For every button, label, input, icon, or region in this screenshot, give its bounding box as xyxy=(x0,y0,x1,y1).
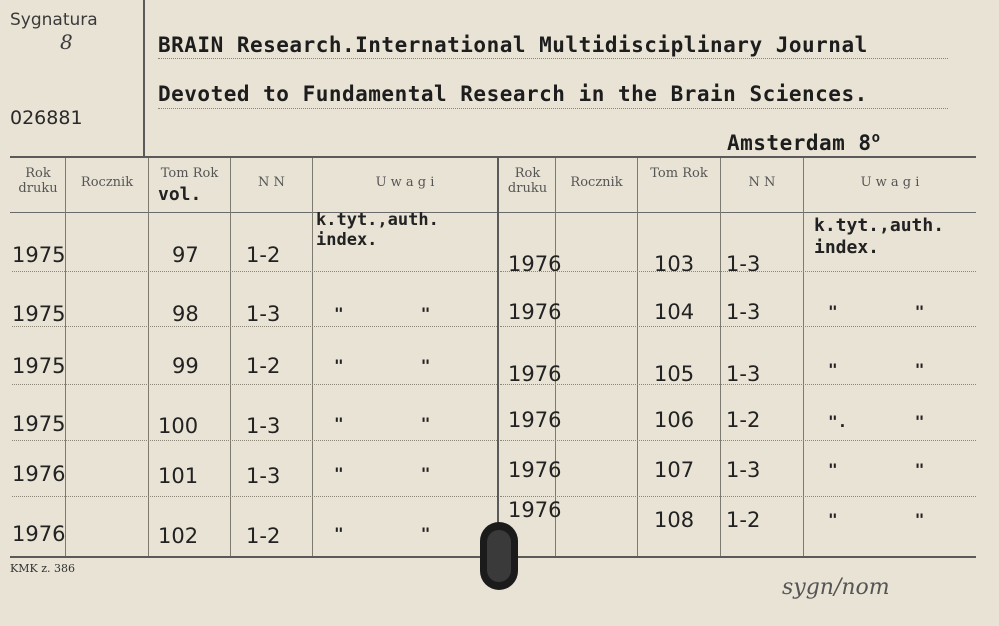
header-vol-typed: vol. xyxy=(158,184,202,205)
left-row-2-note: " " xyxy=(334,304,431,323)
right-row-5-vol: 107 xyxy=(654,458,695,482)
table-center-divider xyxy=(497,158,499,556)
row-separator xyxy=(500,326,976,327)
row-separator xyxy=(500,496,976,497)
right-row-6-year: 1976 xyxy=(508,498,562,522)
right-row-3-year: 1976 xyxy=(508,362,562,386)
header-tom-rok: Tom Rok xyxy=(160,166,219,181)
right-row-3-nn: 1-3 xyxy=(726,362,761,386)
left-row-1-vol: 97 xyxy=(172,243,199,267)
left-row-3-year: 1975 xyxy=(12,354,66,378)
format-degree: o xyxy=(871,130,881,146)
header-uwagi-right: U w a g i xyxy=(860,175,920,190)
right-row-2-year: 1976 xyxy=(508,300,562,324)
right-row-1-vol: 103 xyxy=(654,252,695,276)
right-row-1-year: 1976 xyxy=(508,252,562,276)
left-row-4-note: " " xyxy=(334,414,431,433)
left-row-6-note: " " xyxy=(334,524,431,543)
left-row-4-nn: 1-3 xyxy=(246,414,281,438)
right-row-5-year: 1976 xyxy=(508,458,562,482)
left-row-1-year: 1975 xyxy=(12,243,66,267)
right-row-5-note: " " xyxy=(828,460,925,479)
right-row-6-vol: 108 xyxy=(654,508,695,532)
header-uwagi: U w a g i xyxy=(375,175,435,190)
right-row-1-note: k.tyt.,auth. index. xyxy=(814,215,945,258)
right-row-5-nn: 1-3 xyxy=(726,458,761,482)
right-row-3-note: " " xyxy=(828,360,925,379)
row-separator xyxy=(500,440,976,441)
title-underline-2 xyxy=(158,108,948,109)
header-nn: N N xyxy=(258,175,285,190)
row-separator xyxy=(12,271,497,272)
right-row-6-nn: 1-2 xyxy=(726,508,761,532)
table-top-border xyxy=(10,156,976,158)
row-separator xyxy=(500,384,976,385)
right-row-2-nn: 1-3 xyxy=(726,300,761,324)
header-nn-right: N N xyxy=(748,175,776,190)
signature-label: Sygnatura xyxy=(10,10,98,30)
left-row-4-year: 1975 xyxy=(12,412,66,436)
left-row-3-note: " " xyxy=(334,356,431,375)
right-row-4-note: ". " xyxy=(828,412,925,431)
header-divider xyxy=(143,0,145,156)
title-underline-1 xyxy=(158,58,948,59)
row-separator xyxy=(500,271,976,272)
left-row-2-vol: 98 xyxy=(172,302,199,326)
left-row-2-year: 1975 xyxy=(12,302,66,326)
left-row-3-vol: 99 xyxy=(172,354,199,378)
catalog-number: 026881 xyxy=(10,107,83,129)
title-line-2: Devoted to Fundamental Research in the Brain Sciences. xyxy=(158,82,868,106)
title-line-1: BRAIN Research.International Multidisciplinary Journal xyxy=(158,33,868,57)
right-row-4-nn: 1-2 xyxy=(726,408,761,432)
right-row-1-nn: 1-3 xyxy=(726,252,761,276)
left-row-5-note: " " xyxy=(334,464,431,483)
row-separator xyxy=(12,384,497,385)
place-format xyxy=(727,130,881,155)
left-row-4-vol: 100 xyxy=(158,414,199,438)
left-row-6-year: 1976 xyxy=(12,522,66,546)
row-separator xyxy=(12,496,497,497)
left-row-5-nn: 1-3 xyxy=(246,464,281,488)
left-row-6-nn: 1-2 xyxy=(246,524,281,548)
left-row-6-vol: 102 xyxy=(158,524,199,548)
left-row-2-nn: 1-3 xyxy=(246,302,281,326)
right-row-6-note: " " xyxy=(828,510,925,529)
footer-code: KMK z. 386 xyxy=(10,562,75,575)
left-row-1-note: k.tyt.,auth. index. xyxy=(316,210,439,250)
header-tom-rok-right: Tom Rok xyxy=(650,166,708,181)
right-row-4-vol: 106 xyxy=(654,408,695,432)
left-row-1-nn: 1-2 xyxy=(246,243,281,267)
left-row-3-nn: 1-2 xyxy=(246,354,281,378)
row-separator xyxy=(12,326,497,327)
punch-hole-inner xyxy=(487,530,511,582)
right-row-4-year: 1976 xyxy=(508,408,562,432)
left-row-5-vol: 101 xyxy=(158,464,199,488)
header-rocznik: Rocznik xyxy=(80,175,134,190)
header-rok-druku: Rok druku xyxy=(18,166,58,196)
punch-hole xyxy=(480,522,518,590)
right-row-2-note: " " xyxy=(828,302,925,321)
left-row-5-year: 1976 xyxy=(12,462,66,486)
handwritten-note: sygn/nom xyxy=(782,575,890,600)
header-rok-druku-right: Rok druku xyxy=(507,166,548,196)
signature-value: 8 xyxy=(60,30,73,54)
right-row-2-vol: 104 xyxy=(654,300,695,324)
right-row-3-vol: 105 xyxy=(654,362,695,386)
row-separator xyxy=(12,440,497,441)
place-format-text: Amsterdam 8 xyxy=(727,131,872,155)
header-rocznik-right: Rocznik xyxy=(570,175,623,190)
